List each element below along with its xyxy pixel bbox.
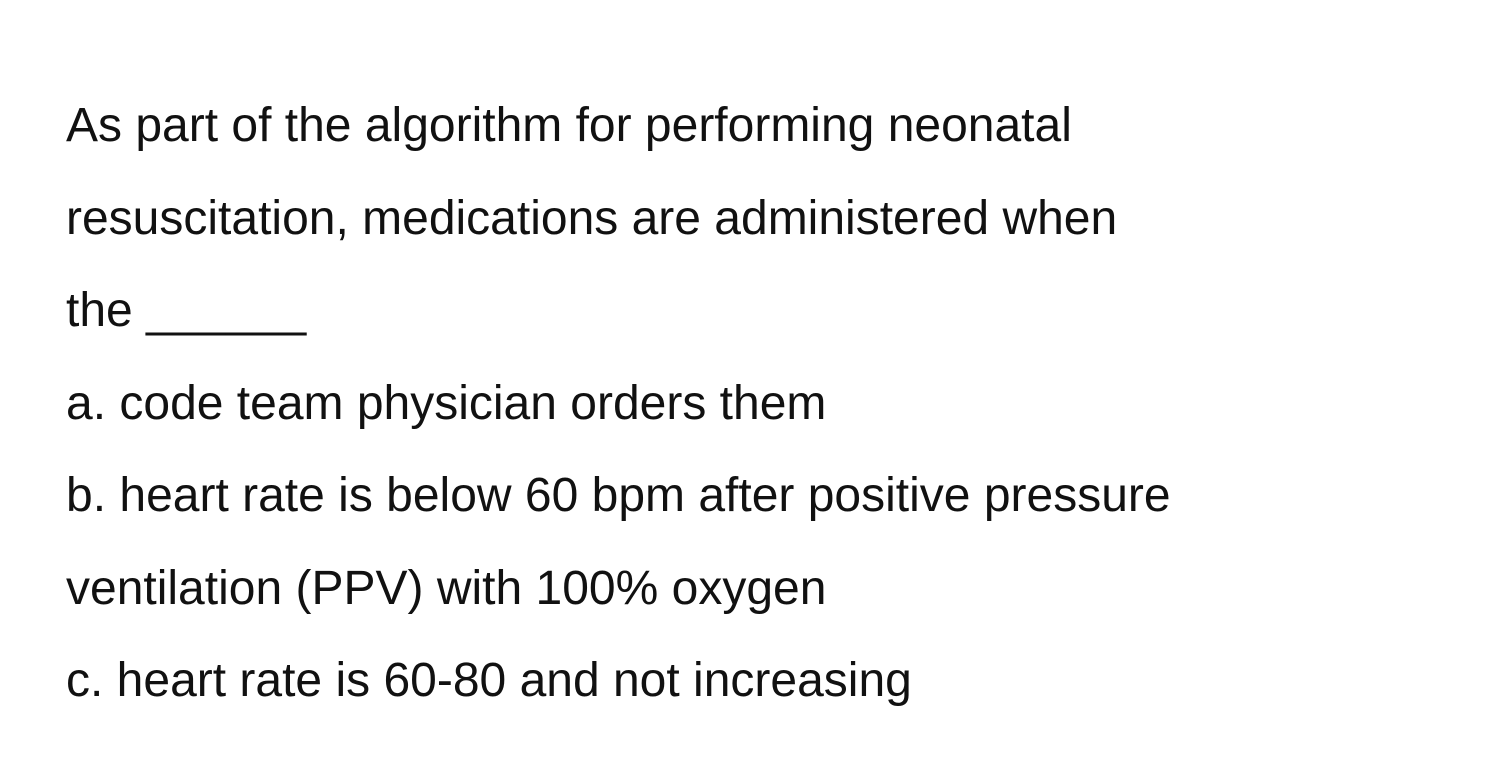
option-a [66, 374, 1456, 467]
option-b-text: b. heart rate is below 60 bpm after positive pressure [66, 469, 1171, 522]
question-text: As part of the algorithm for performing neonatal [66, 99, 1072, 152]
option-a-text: a. code team physician orders them [66, 376, 827, 430]
question-text: the ______ [66, 284, 307, 337]
option-c-text: c. heart rate is 60-80 and not increasing [66, 654, 912, 707]
question-text-line-1 [66, 96, 1456, 189]
question-text: resuscitation, medications are administered when [66, 191, 1118, 245]
option-b-text: ventilation (PPV) with 100% oxygen [66, 561, 827, 615]
question-text-line-2 [66, 189, 1456, 282]
option-c [66, 651, 1456, 744]
question-text-line-3 [66, 281, 1456, 374]
option-b-line-2 [66, 559, 1456, 652]
question-block [66, 96, 1456, 744]
option-b-line-1 [66, 466, 1456, 559]
